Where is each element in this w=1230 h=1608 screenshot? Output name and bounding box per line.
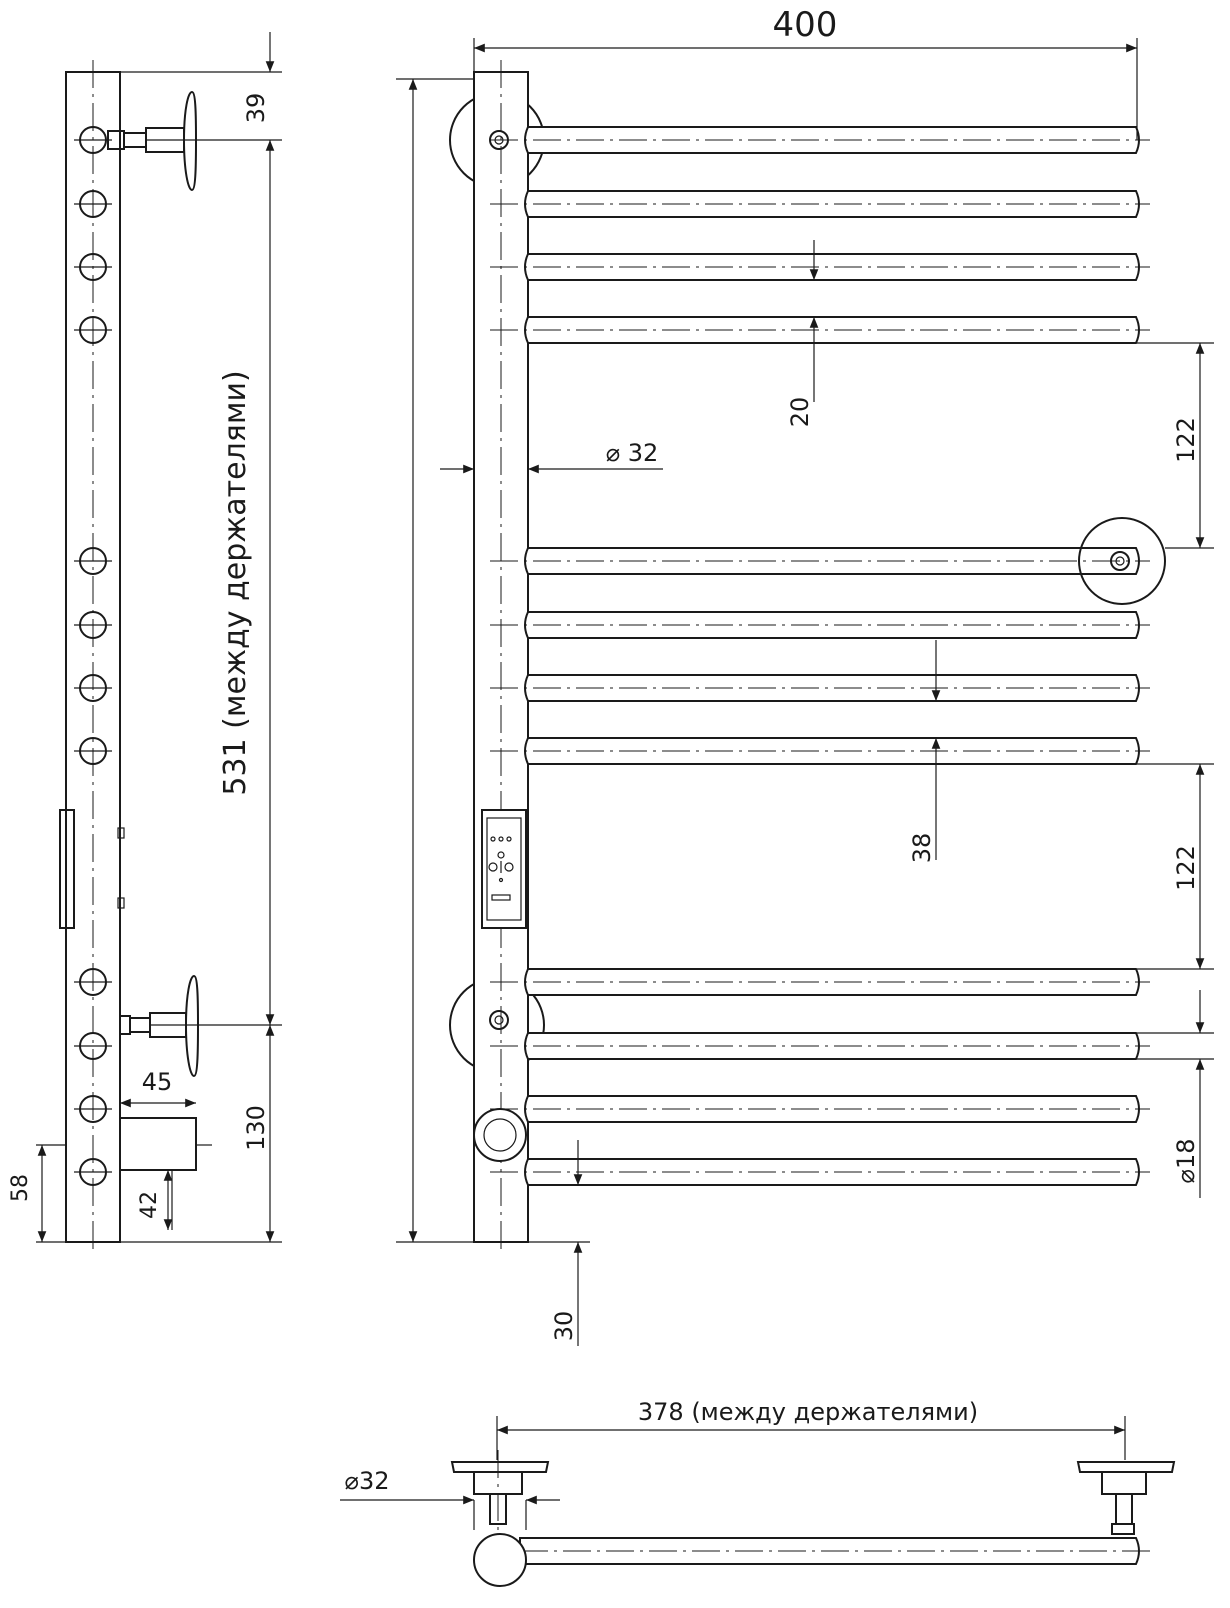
heated-bar [490, 969, 1150, 995]
dim-pipe-diameter: ⌀ 32 [605, 439, 659, 467]
heated-bar [490, 1159, 1150, 1185]
heated-bar [490, 317, 1150, 343]
heated-bar [490, 612, 1150, 638]
heated-bar [490, 548, 1150, 574]
dim-group-gap-upper: 122 [1172, 417, 1200, 463]
dim-group-pitch: 38 [908, 832, 936, 864]
dim-wall-depth: 45 [141, 1068, 173, 1096]
dim-bar-gap: 20 [786, 396, 814, 428]
heated-bar [490, 254, 1150, 280]
side-wall-holder-top [108, 92, 196, 190]
heated-bars [490, 127, 1150, 1185]
heated-bar [490, 127, 1150, 153]
top-view-bar [520, 1538, 1150, 1564]
dim-pipe-diameter-top: ⌀32 [344, 1467, 390, 1495]
dim-bottom-offset-42: 42 [137, 1191, 162, 1219]
dim-holder-spacing-horizontal: 378 (между держателями) [637, 1398, 979, 1426]
dim-bar-diameter: ⌀18 [1172, 1138, 1200, 1184]
heated-bar [490, 1096, 1150, 1122]
control-unit [482, 810, 526, 928]
dim-holder-spacing-vertical: 531 (между держателями) [218, 370, 253, 796]
heated-bar [490, 738, 1150, 764]
dim-offset-top-left: 39 [242, 92, 270, 124]
dim-bottom-offset-58: 58 [8, 1174, 33, 1202]
top-view-pipe [474, 1534, 526, 1586]
top-view-right-holder [1078, 1462, 1174, 1534]
cable-entry [474, 1109, 526, 1161]
dim-group-gap-lower: 122 [1172, 845, 1200, 891]
front-view [450, 60, 1165, 1255]
dim-overall-width: 400 [772, 5, 838, 45]
heated-bar [490, 1033, 1150, 1059]
dim-bottom-offset-30: 30 [550, 1310, 578, 1342]
top-view-left-holder [452, 1450, 548, 1540]
side-wall-holder-bottom [120, 976, 198, 1076]
heated-bar [490, 191, 1150, 217]
top-view [340, 1416, 1174, 1586]
side-bottom-bracket [120, 1118, 212, 1170]
heated-bar [490, 675, 1150, 701]
dim-bracket-offset: 130 [242, 1105, 270, 1151]
